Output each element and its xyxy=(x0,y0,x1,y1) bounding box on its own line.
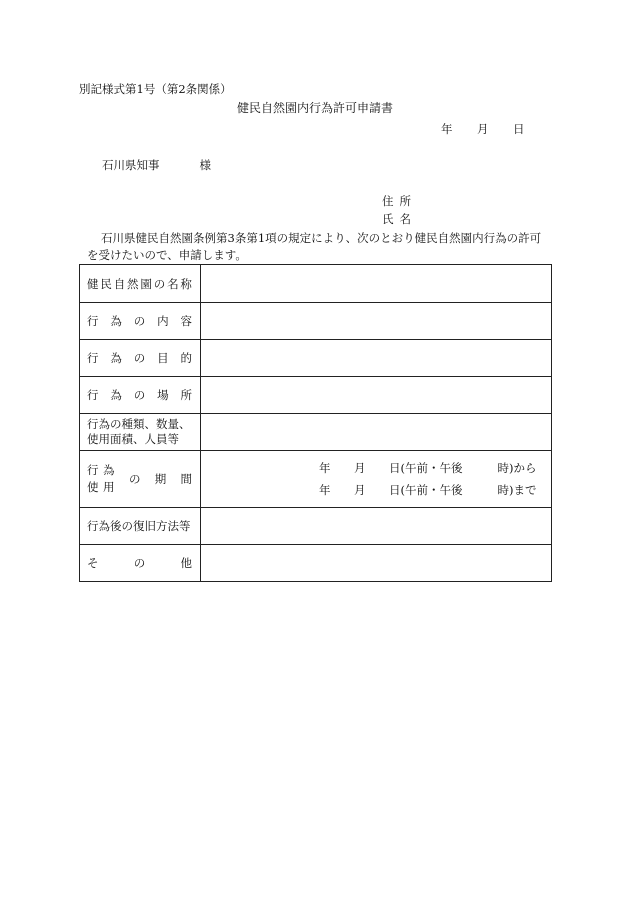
label-char: 民 xyxy=(100,276,112,291)
table-row xyxy=(80,414,552,451)
label-char: 他 xyxy=(180,556,192,570)
period-from-year: 年 xyxy=(319,461,331,475)
value-period[interactable] xyxy=(201,451,552,508)
body-line-2: を受けたいので、申請します。 xyxy=(87,248,247,262)
period-to-ampm: (午前・午後 xyxy=(400,483,463,497)
table-row xyxy=(80,451,552,508)
value-act-type[interactable] xyxy=(201,414,552,451)
label-other xyxy=(80,545,201,582)
label-text xyxy=(87,350,200,366)
addressee-honorific: 様 xyxy=(199,158,211,172)
label-line-1: 行為の種類、数量、 xyxy=(87,417,191,431)
label-char: 園 xyxy=(140,276,152,291)
body-text xyxy=(79,230,559,264)
value-act-content[interactable] xyxy=(201,303,552,340)
label-char: の xyxy=(133,388,146,402)
label-act-purpose xyxy=(80,340,201,377)
label-park-name xyxy=(80,265,201,303)
label-text xyxy=(87,313,200,329)
label-char: そ xyxy=(87,556,99,570)
label-act-type xyxy=(80,414,201,451)
period-from-ampm: (午前・午後 xyxy=(400,461,463,475)
period-from-month: 月 xyxy=(354,461,366,475)
period-from-hour: 時)から xyxy=(497,461,537,475)
date-line xyxy=(441,122,525,136)
label-period-bottom xyxy=(87,479,119,496)
label-char: 用 xyxy=(103,480,115,494)
label-char: の xyxy=(129,472,141,486)
label-char: 内 xyxy=(157,314,169,328)
label-char: 健 xyxy=(87,276,99,291)
date-month: 月 xyxy=(477,122,489,136)
value-act-place[interactable] xyxy=(201,377,552,414)
label-char: 使 xyxy=(87,480,99,494)
label-period xyxy=(80,451,201,508)
value-restoration[interactable] xyxy=(201,508,552,545)
application-table xyxy=(79,264,552,582)
label-char: 自 xyxy=(113,276,126,291)
label-char: 称 xyxy=(180,276,192,291)
label-char: 名 xyxy=(167,276,179,291)
table-row xyxy=(80,377,552,414)
table-row xyxy=(80,545,552,582)
label-char: の xyxy=(133,314,146,328)
period-to-line xyxy=(319,482,537,498)
label-text xyxy=(87,387,200,403)
value-act-purpose[interactable] xyxy=(201,340,552,377)
label-char: 目 xyxy=(157,351,169,365)
label-char: 期 xyxy=(154,472,167,486)
label-restoration xyxy=(80,508,201,545)
date-year: 年 xyxy=(441,122,453,136)
label-char: の xyxy=(153,276,166,291)
label-period-top xyxy=(87,462,119,479)
table-row xyxy=(80,303,552,340)
date-day: 日 xyxy=(513,122,525,136)
period-from-day: 日 xyxy=(389,461,401,475)
addressee xyxy=(102,158,211,172)
label-char: の xyxy=(133,556,146,570)
label-char: 為 xyxy=(110,314,122,328)
label-char: 場 xyxy=(157,388,169,402)
label-char: 行 xyxy=(87,463,99,477)
address-label: 住所 xyxy=(382,194,417,208)
label-text xyxy=(87,555,200,571)
label-period-rest xyxy=(125,471,192,487)
period-from-line xyxy=(319,460,537,476)
form-number: 別記様式第1号（第2条関係） xyxy=(79,82,232,96)
label-char: 行 xyxy=(87,388,99,402)
label-act-place xyxy=(80,377,201,414)
label-char: 為 xyxy=(110,388,122,402)
period-to-month: 月 xyxy=(354,483,366,497)
label-char: 為 xyxy=(103,463,115,477)
table-row xyxy=(80,340,552,377)
label-char: 行 xyxy=(87,314,99,328)
value-park-name[interactable] xyxy=(201,265,552,303)
name-label: 氏名 xyxy=(382,212,417,226)
label-char: 間 xyxy=(180,472,192,486)
table-row xyxy=(80,508,552,545)
label-line-2: 使用面積、人員等 xyxy=(87,432,179,446)
label-char: 行 xyxy=(87,351,99,365)
addressee-name: 石川県知事 xyxy=(102,158,160,172)
label-char: 容 xyxy=(180,314,192,328)
table-row xyxy=(80,265,552,303)
label-text xyxy=(87,276,200,292)
label-char: 為 xyxy=(110,351,122,365)
body-line-1: 石川県健民自然園条例第3条第1項の規定により、次のとおり健民自然園内行為の許可 xyxy=(101,231,542,245)
label-char: 然 xyxy=(127,276,139,291)
label-char: の xyxy=(133,351,146,365)
period-to-day: 日 xyxy=(389,483,401,497)
period-to-year: 年 xyxy=(319,483,331,497)
document-title: 健民自然園内行為許可申請書 xyxy=(236,101,393,115)
label-char: 的 xyxy=(180,351,192,365)
label-act-content xyxy=(80,303,201,340)
label-char: 所 xyxy=(180,388,192,402)
label-text: 行為後の復旧方法等 xyxy=(87,519,191,533)
value-other[interactable] xyxy=(201,545,552,582)
period-to-hour: 時)まで xyxy=(497,483,537,497)
